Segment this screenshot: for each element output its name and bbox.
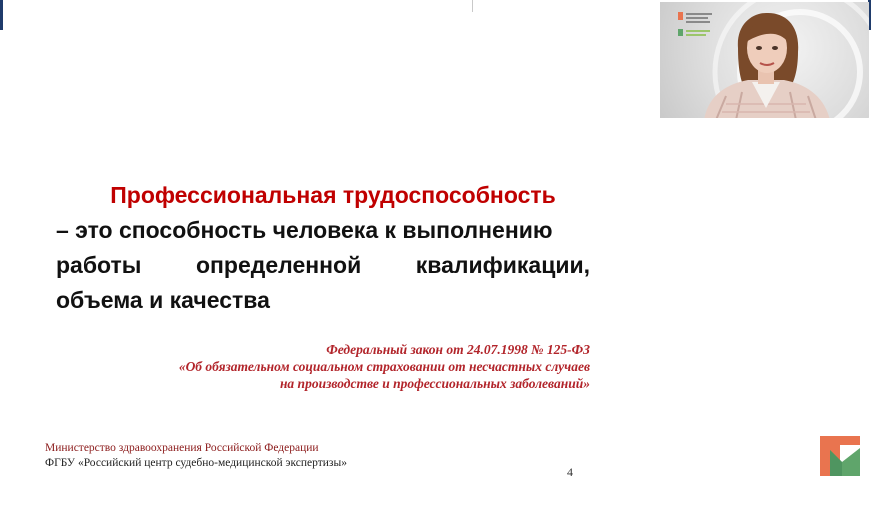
law-citation (150, 341, 590, 392)
footer-ministry: Министерство здравоохранения Российской Федерации (45, 442, 319, 454)
person-icon (696, 8, 836, 118)
citation-line-1: Федеральный закон от 24.07.1998 № 125-ФЗ (326, 342, 590, 357)
citation-line-2: «Об обязательном социальном страховании от несчастных случаев (178, 359, 590, 374)
definition-line-3: объема и качества (56, 287, 270, 313)
window-frame-left (0, 0, 3, 30)
definition-line-2: работы определенной квалификации, (56, 252, 590, 278)
slide-page-number: 4 (567, 465, 573, 479)
footer-center: ФГБУ «Российский центр судебно-медицинской экспертизы» (45, 457, 347, 469)
definition-line-1: – это способность человека к выполнению (56, 217, 553, 243)
citation-line-3: на производстве и профессиональных заболеваний» (279, 376, 590, 391)
speaker-video-tile[interactable] (660, 2, 869, 118)
brand-logo-icon (820, 436, 860, 476)
definition-block (56, 178, 590, 318)
window-frame-divider (472, 0, 473, 12)
slide-footer (45, 441, 347, 471)
definition-term: Профессиональная трудоспособность (110, 182, 556, 208)
